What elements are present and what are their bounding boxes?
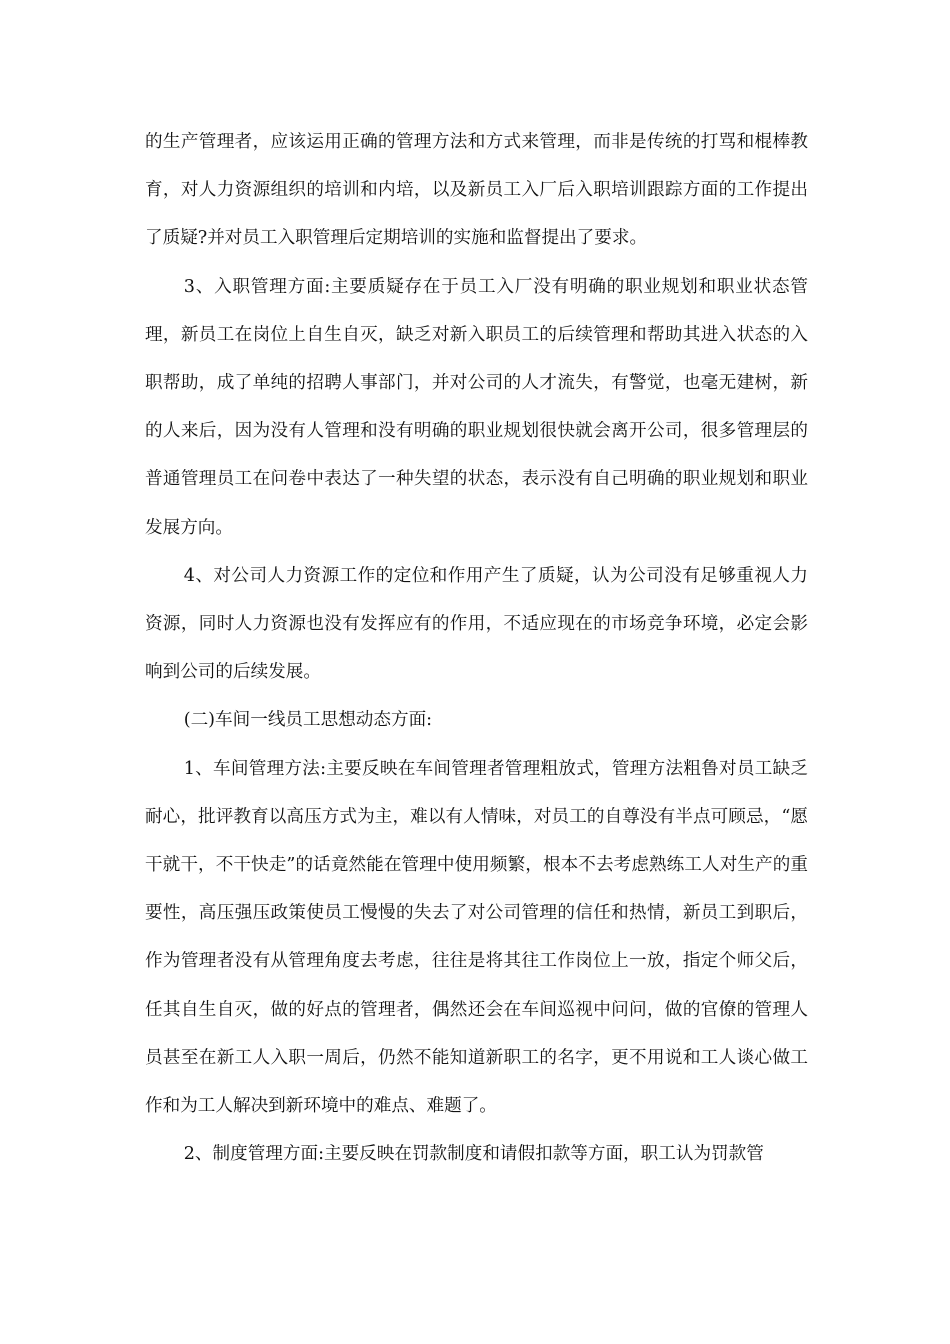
section-heading-workshop-staff: (二)车间一线员工思想动态方面: — [183, 710, 433, 731]
paragraph-hr-role: 4、对公司人力资源工作的定位和作用产生了质疑，认为公司没有足够重视人力资源，同时人力资源也没有发挥应有的作用，不适应现在的市场竞争环境，必定会影响到公司的后续发展。 — [145, 565, 808, 683]
paragraph-workshop-management: 1、车间管理方法:主要反映在车间管理者管理粗放式，管理方法粗鲁对员工缺乏耐心，批评教育以高压方式为主，难以有人情味，对员工的自尊没有半点可顾忌，“愿干就干，不干快走”的话竟然能在管理中使用频繁，根本不去考虑熟练工人对生产的重要性，高压强压政策使员工慢慢的失去了对公司管理的信任和热情，新员工到职后，作为管理者没有从管理角度去考虑，往往是将其往工作岗位上一放，指定个师父后，任其自生自灭，做的好点的管理者，偶然还会在车间巡视中问问，做的官僚的管理人员甚至在新工人入职一周后，仍然不能知道新职工的名字，更不用说和工人谈心做工作和为工人解决到新环境中的难点、难题了。 — [145, 758, 808, 1117]
paragraph-onboarding-management: 3、入职管理方面:主要质疑存在于员工入厂没有明确的职业规划和职业状态管理，新员工在岗位上自生自灭，缺乏对新入职员工的后续管理和帮助其进入状态的入职帮助，成了单纯的招聘人事部门，并对公司的人才流失，有警觉，也毫无建树，新的人来后，因为没有人管理和没有明确的职业规划很快就会离开公司，很多管理层的普通管理员工在问卷中表达了一种失望的状态，表示没有自己明确的职业规划和职业发展方向。 — [145, 276, 808, 538]
document-body — [145, 118, 808, 1178]
paragraph-continuation: 的生产管理者，应该运用正确的管理方法和方式来管理，而非是传统的打骂和棍棒教育，对人力资源组织的培训和内培，以及新员工入厂后入职培训跟踪方面的工作提出了质疑?并对员工入职管理后定期培训的实施和监督提出了要求。 — [145, 132, 808, 249]
paragraph-system-management: 2、制度管理方面:主要反映在罚款制度和请假扣款等方面，职工认为罚款管 — [183, 1144, 764, 1165]
